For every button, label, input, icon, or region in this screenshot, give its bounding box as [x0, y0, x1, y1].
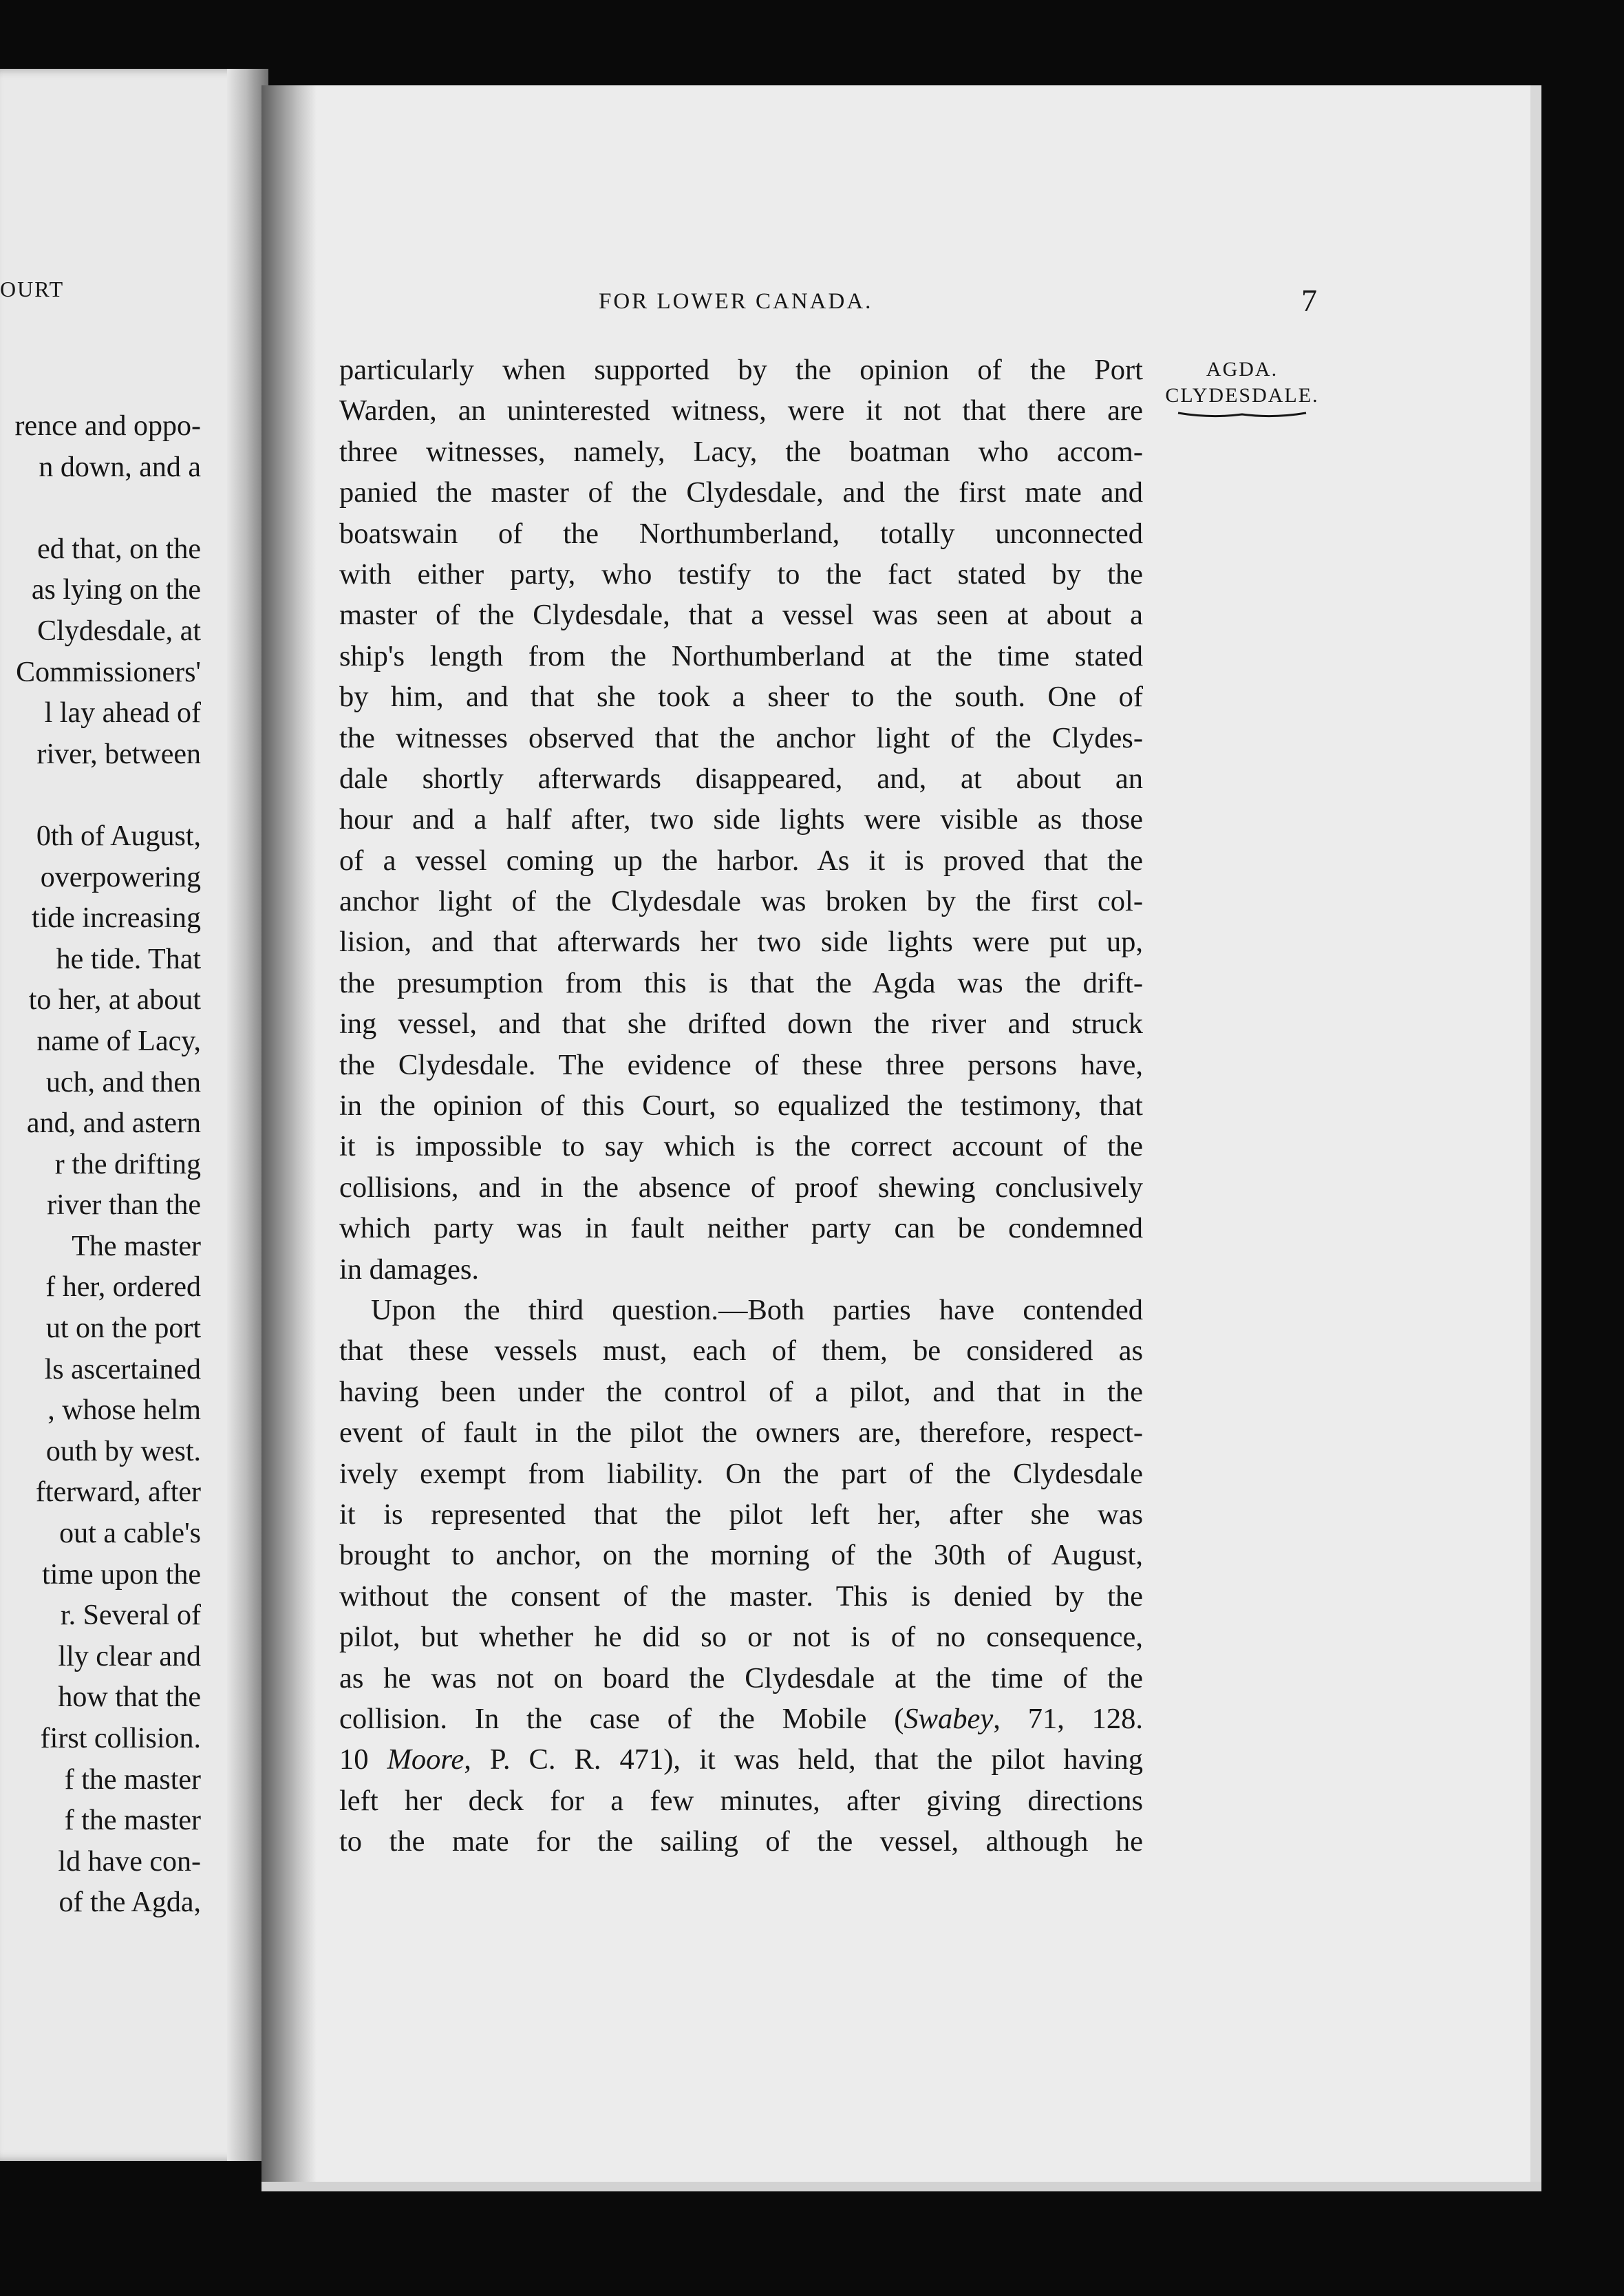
text-line: collisions, and in the absence of proof shewing conclusively	[339, 1171, 1143, 1204]
left-text-line: river than the	[47, 1189, 201, 1222]
text-line: particularly when supported by the opinion of the Port	[339, 354, 1143, 386]
left-text-line: , whose helm	[47, 1394, 201, 1427]
left-text-line: uch, and then	[45, 1066, 201, 1098]
left-text-line: out a cable's	[59, 1518, 201, 1550]
margin-note-line2: CLYDESDALE.	[1165, 384, 1319, 407]
text-line: three witnesses, namely, Lacy, the boatman who accom-	[339, 435, 1143, 468]
paragraph-1	[339, 350, 1143, 1290]
text-line: event of fault in the pilot the owners are, therefore, respect-	[339, 1416, 1143, 1449]
left-text-line: overpowering	[40, 861, 201, 893]
text-line: by him, and that she took a sheer to the south. One of	[339, 681, 1143, 714]
left-text-line: fterward, after	[35, 1476, 201, 1509]
case-citation-italic: Swabey	[904, 1702, 994, 1735]
left-text-line: first collision.	[40, 1723, 201, 1754]
left-text-line	[0, 488, 201, 529]
left-text-line: ed that, on the	[37, 533, 201, 565]
text-line: the witnesses observed that the anchor light of the Clydes-	[339, 721, 1143, 754]
text-line: ship's length from the Northumberland at the time stated	[339, 639, 1143, 672]
body-text	[339, 350, 1143, 1862]
text-line: boatswain of the Northumberland, totally unconnected	[339, 517, 1143, 550]
text-line: master of the Clydesdale, that a vessel was seen at about a	[339, 599, 1143, 632]
left-text-line: f the master	[64, 1763, 201, 1796]
text-line: it is impossible to say which is the correct account of the	[339, 1130, 1143, 1163]
margin-note-flourish	[1177, 410, 1307, 418]
page-number: 7	[1301, 283, 1317, 318]
text-line: anchor light of the Clydesdale was broken by the first col-	[339, 885, 1143, 918]
page-edge-bottom	[261, 2182, 1541, 2191]
left-text-line: he tide. That	[56, 943, 201, 975]
left-text-line: rence and oppo-	[14, 410, 201, 442]
left-text-line: and, and astern	[26, 1107, 201, 1140]
text-line: the Clydesdale. The evidence of these three persons have,	[339, 1048, 1143, 1081]
text-line: dale shortly afterwards disappeared, and, at about an	[339, 762, 1143, 795]
text-line: ing vessel, and that she drifted down the river and struck	[339, 1008, 1143, 1041]
text-line: in damages.	[339, 1253, 479, 1286]
left-text-line: how that the	[58, 1681, 201, 1714]
left-text-line: l lay ahead of	[44, 697, 201, 730]
running-head: FOR LOWER CANADA.	[599, 289, 873, 314]
paragraph-2-citation-lines	[339, 1699, 1143, 1781]
text-line: it is represented that the pilot left her, after she was	[339, 1498, 1143, 1531]
left-text-line: as lying on the	[31, 574, 201, 606]
left-page	[0, 69, 268, 2161]
text-line: having been under the control of a pilot, and that in the	[339, 1375, 1143, 1408]
case-citation-italic: Moore	[387, 1743, 464, 1776]
text-line: in the opinion of this Court, so equalized the testimony, that	[339, 1089, 1143, 1123]
margin-note	[1163, 357, 1321, 418]
left-text-line: outh by west.	[45, 1435, 201, 1467]
left-text-line: name of Lacy,	[36, 1025, 201, 1057]
text-line: to the mate for the sailing of the vessel, although he	[339, 1825, 1143, 1858]
left-text-line: f the master	[64, 1805, 201, 1837]
left-text-line: tide increasing	[31, 902, 201, 935]
left-text-line: ld have con-	[58, 1845, 201, 1878]
left-text-line: of the Agda,	[58, 1886, 201, 1919]
text-line: the presumption from this is that the Agda was the drift-	[339, 966, 1143, 999]
text-line: as he was not on board the Clydesdale at the time of the	[339, 1661, 1143, 1694]
left-text-line: Commissioners'	[16, 656, 201, 688]
left-text-line: time upon the	[42, 1558, 201, 1591]
text-line: pilot, but whether he did so or not is of no consequence,	[339, 1621, 1143, 1654]
left-text-line: r. Several of	[60, 1599, 201, 1632]
page-edge-right	[1530, 85, 1541, 2191]
left-text-line: n down, and a	[39, 451, 201, 483]
left-running-head: OURT	[0, 277, 65, 301]
text-line: Upon the third question.—Both parties have contended	[371, 1293, 1143, 1326]
text-line: hour and a half after, two side lights were visible as those	[339, 803, 1143, 836]
text-line: lision, and that afterwards her two side lights were put up,	[339, 926, 1143, 959]
text-line: panied the master of the Clydesdale, and the first mate and	[339, 476, 1143, 509]
spine-shadow	[261, 85, 317, 2191]
left-text-line: ut on the port	[45, 1312, 201, 1345]
left-text-line	[0, 775, 201, 816]
paragraph-2-tail	[339, 1781, 1143, 1862]
left-text-line: lly clear and	[58, 1640, 201, 1672]
text-line: collision. In the case of the Mobile (Swabey, 71, 128.	[339, 1702, 1144, 1735]
left-text-line: river, between	[36, 738, 201, 770]
paragraph-2	[339, 1290, 1143, 1699]
text-line: 10 Moore, P. C. R. 471), it was held, that the pilot having	[339, 1743, 1143, 1776]
left-page-text	[0, 406, 201, 1924]
left-text-line: ls ascertained	[44, 1353, 201, 1385]
left-text-line: 0th of August,	[36, 820, 201, 852]
left-text-line: f her, ordered	[45, 1271, 201, 1304]
left-text-line: r the drifting	[54, 1148, 201, 1180]
text-line: brought to anchor, on the morning of the 30th of August,	[339, 1539, 1143, 1572]
left-text-line: The master	[72, 1230, 201, 1262]
text-line: ively exempt from liability. On the part of the Clydesdale	[339, 1457, 1143, 1490]
text-line: with either party, who testify to the fact stated by the	[339, 557, 1143, 591]
left-text-line: Clydesdale, at	[37, 615, 201, 647]
text-line: Warden, an uninterested witness, were it not that there are	[339, 394, 1143, 427]
left-text-line: to her, at about	[28, 984, 201, 1017]
text-line: that these vessels must, each of them, be considered as	[339, 1335, 1143, 1368]
margin-note-line1: AGDA.	[1206, 358, 1279, 381]
text-line: of a vessel coming up the harbor. As it is proved that the	[339, 844, 1143, 877]
text-line: left her deck for a few minutes, after giving directions	[339, 1784, 1143, 1817]
text-line: which party was in fault neither party can be condemned	[339, 1212, 1143, 1245]
text-line: without the consent of the master. This is denied by the	[339, 1580, 1143, 1613]
